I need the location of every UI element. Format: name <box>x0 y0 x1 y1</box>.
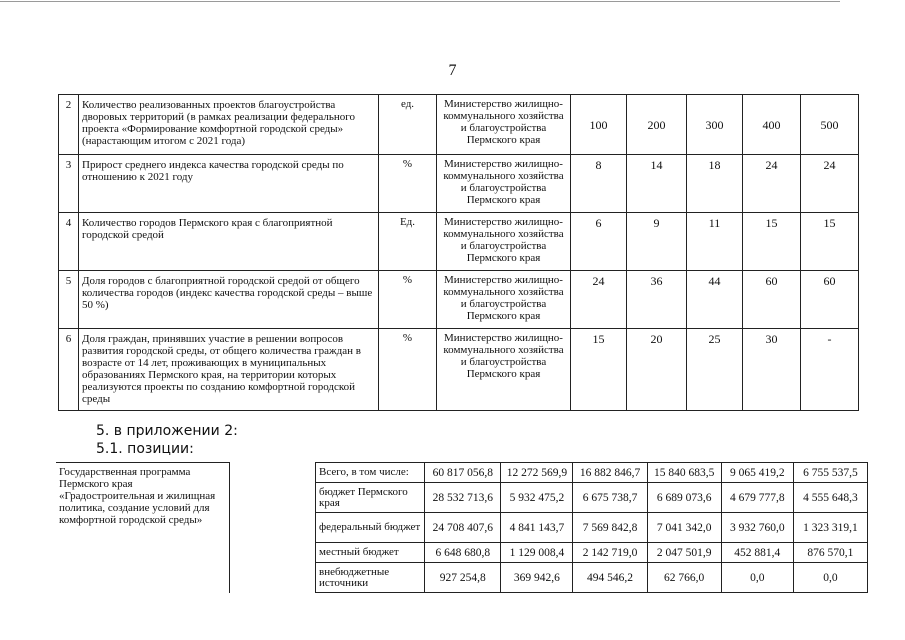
financing-table <box>56 462 868 593</box>
section-heading-5-1: 5.1. позиции: <box>96 441 194 457</box>
indicator-row <box>59 213 859 271</box>
financing-value: 4 841 143,7 <box>501 513 573 543</box>
indicator-value: 200 <box>627 95 687 155</box>
indicator-value: 8 <box>571 155 627 213</box>
financing-value: 4 555 648,3 <box>793 483 867 513</box>
indicator-value: 24 <box>801 155 859 213</box>
indicator-value: 20 <box>627 329 687 411</box>
financing-value: 6 675 738,7 <box>573 483 647 513</box>
indicator-number: 3 <box>59 155 79 213</box>
financing-value: 1 129 008,4 <box>501 543 573 563</box>
indicator-unit: ед. <box>379 95 437 155</box>
financing-value: 0,0 <box>793 563 867 593</box>
indicator-responsible: Министерство жилищно-коммунального хозяйства и благоустройства Пермского края <box>437 213 571 271</box>
financing-value: 62 766,0 <box>647 563 721 593</box>
financing-value: 6 755 537,5 <box>793 463 867 483</box>
indicator-name: Доля городов с благоприятной городской средой от общего количества городов (индекс качества городской среды – выше 50 %) <box>79 271 379 329</box>
financing-value: 60 817 056,8 <box>425 463 501 483</box>
indicator-value: 15 <box>743 213 801 271</box>
indicator-value: 15 <box>801 213 859 271</box>
financing-value: 6 689 073,6 <box>647 483 721 513</box>
indicator-responsible: Министерство жилищно-коммунального хозяйства и благоустройства Пермского края <box>437 95 571 155</box>
indicators-table <box>58 94 859 411</box>
indicator-row <box>59 155 859 213</box>
financing-value: 2 047 501,9 <box>647 543 721 563</box>
indicator-value: - <box>801 329 859 411</box>
spacer-cell <box>229 463 316 593</box>
financing-value: 3 932 760,0 <box>721 513 793 543</box>
financing-source: местный бюджет <box>316 543 425 563</box>
financing-value: 4 679 777,8 <box>721 483 793 513</box>
financing-value: 15 840 683,5 <box>647 463 721 483</box>
indicator-unit: % <box>379 329 437 411</box>
indicator-unit: % <box>379 271 437 329</box>
indicator-value: 60 <box>801 271 859 329</box>
indicator-value: 15 <box>571 329 627 411</box>
indicator-value: 400 <box>743 95 801 155</box>
financing-value: 876 570,1 <box>793 543 867 563</box>
financing-value: 5 932 475,2 <box>501 483 573 513</box>
indicator-value: 24 <box>743 155 801 213</box>
indicator-responsible: Министерство жилищно-коммунального хозяйства и благоустройства Пермского края <box>437 155 571 213</box>
financing-value: 9 065 419,2 <box>721 463 793 483</box>
indicator-value: 18 <box>687 155 743 213</box>
indicator-number: 4 <box>59 213 79 271</box>
financing-value: 16 882 846,7 <box>573 463 647 483</box>
indicator-value: 300 <box>687 95 743 155</box>
indicator-name: Прирост среднего индекса качества городской среды по отношению к 2021 году <box>79 155 379 213</box>
indicator-responsible: Министерство жилищно-коммунального хозяйства и благоустройства Пермского края <box>437 329 571 411</box>
financing-value: 1 323 319,1 <box>793 513 867 543</box>
indicator-name: Количество городов Пермского края с благоприятной городской средой <box>79 213 379 271</box>
financing-value: 0,0 <box>721 563 793 593</box>
financing-source: бюджет Пермского края <box>316 483 425 513</box>
section-heading-5: 5. в приложении 2: <box>96 423 238 439</box>
financing-value: 494 546,2 <box>573 563 647 593</box>
financing-value: 28 532 713,6 <box>425 483 501 513</box>
financing-value: 927 254,8 <box>425 563 501 593</box>
indicator-name: Количество реализованных проектов благоустройства дворовых территорий (в рамках реализации федерального проекта «Формирование комфортной городской среды» (нарастающим итогом с 2021 года) <box>79 95 379 155</box>
financing-source: Всего, в том числе: <box>316 463 425 483</box>
indicator-unit: Ед. <box>379 213 437 271</box>
indicator-value: 36 <box>627 271 687 329</box>
indicator-unit: % <box>379 155 437 213</box>
indicator-value: 9 <box>627 213 687 271</box>
indicator-row <box>59 271 859 329</box>
indicator-row <box>59 329 859 411</box>
indicator-number: 2 <box>59 95 79 155</box>
financing-value: 452 881,4 <box>721 543 793 563</box>
indicator-responsible: Министерство жилищно-коммунального хозяйства и благоустройства Пермского края <box>437 271 571 329</box>
indicator-value: 100 <box>571 95 627 155</box>
indicator-value: 60 <box>743 271 801 329</box>
indicator-value: 6 <box>571 213 627 271</box>
indicator-value: 24 <box>571 271 627 329</box>
indicator-row <box>59 95 859 155</box>
financing-value: 12 272 569,9 <box>501 463 573 483</box>
indicator-value: 44 <box>687 271 743 329</box>
indicator-value: 11 <box>687 213 743 271</box>
indicator-value: 25 <box>687 329 743 411</box>
indicator-number: 5 <box>59 271 79 329</box>
program-name: Государственная программа Пермского края «Градостроительная и жилищная политика, создание условий для комфортной городской среды» <box>56 463 229 593</box>
scan-edge-line <box>0 1 840 2</box>
page-number: 7 <box>448 62 457 79</box>
financing-row <box>56 463 868 483</box>
indicator-value: 500 <box>801 95 859 155</box>
financing-value: 2 142 719,0 <box>573 543 647 563</box>
indicator-name: Доля граждан, принявших участие в решении вопросов развития городской среды, от общего количества граждан в возрасте от 14 лет, проживающих в муниципальных образованиях Пермского края, на территории которых реализуются проекты по созданию комфортной городской среды <box>79 329 379 411</box>
indicator-number: 6 <box>59 329 79 411</box>
financing-value: 7 041 342,0 <box>647 513 721 543</box>
financing-value: 369 942,6 <box>501 563 573 593</box>
indicator-value: 30 <box>743 329 801 411</box>
financing-value: 6 648 680,8 <box>425 543 501 563</box>
financing-value: 7 569 842,8 <box>573 513 647 543</box>
financing-source: федеральный бюджет <box>316 513 425 543</box>
financing-source: внебюджетные источники <box>316 563 425 593</box>
indicator-value: 14 <box>627 155 687 213</box>
financing-value: 24 708 407,6 <box>425 513 501 543</box>
